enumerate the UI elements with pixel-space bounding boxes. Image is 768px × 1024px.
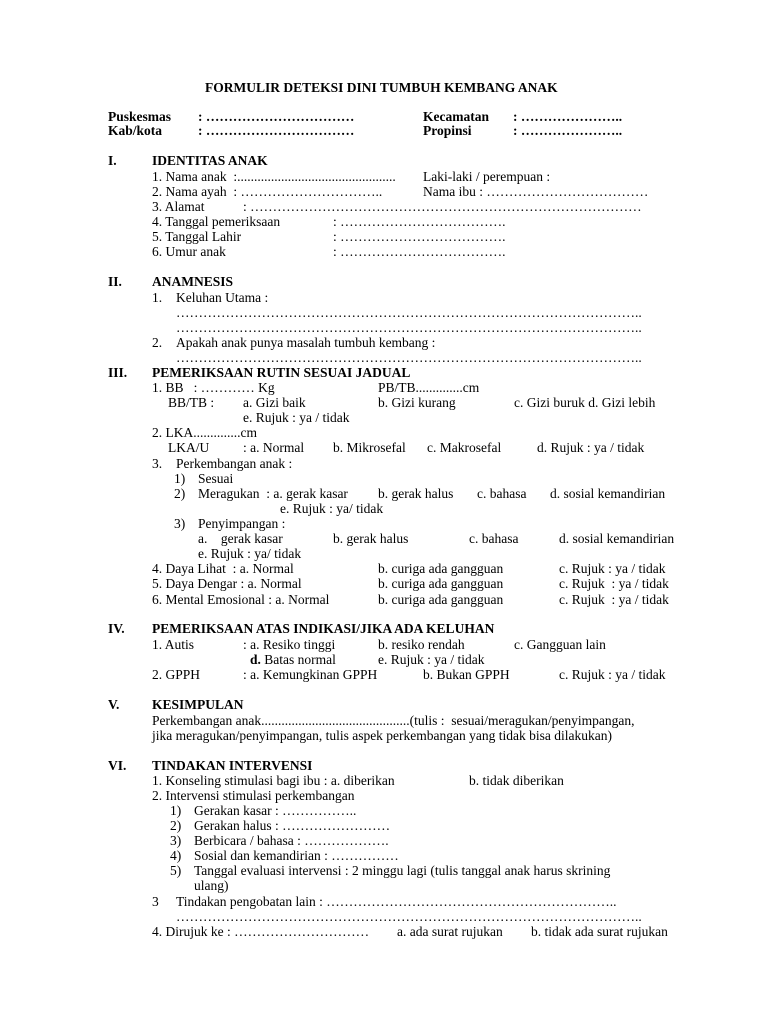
alamat-label: 3. Alamat (152, 199, 205, 214)
daya-dengar-option-a[interactable]: 5. Daya Dengar : a. Normal (152, 576, 302, 591)
nama-anak-field[interactable]: 1. Nama anak :............................................... (152, 169, 396, 184)
penyimpangan-label: Penyimpangan : (198, 516, 286, 531)
meragukan-option-a[interactable]: Meragukan : a. gerak kasar (198, 486, 348, 501)
konseling-option-b[interactable]: b. tidak diberikan (469, 773, 564, 788)
tanggal-lahir-field[interactable]: : ………………………………. (333, 229, 506, 244)
pengobatan-number: 3 (152, 894, 159, 909)
kecamatan-field[interactable]: : ………………….. (513, 109, 623, 124)
daya-lihat-option-a[interactable]: 4. Daya Lihat : a. Normal (152, 561, 294, 576)
section-1-title: IDENTITAS ANAK (152, 153, 268, 168)
konseling-option-a[interactable]: 1. Konseling stimulasi bagi ibu : a. diberikan (152, 773, 395, 788)
meragukan-number: 2) (174, 486, 186, 501)
sesuai-number: 1) (174, 471, 186, 486)
lkau-option-c[interactable]: c. Makrosefal (427, 440, 502, 455)
tanggal-evaluasi-cont: ulang) (194, 878, 229, 893)
daya-lihat-option-b[interactable]: b. curiga ada gangguan (378, 561, 504, 576)
alamat-field[interactable]: : …………………………………………………………………………… (243, 199, 642, 214)
section-6-number: VI. (108, 758, 127, 773)
tindakan-pengobatan-line-2[interactable]: ………………………………………………………………………………………….. (176, 909, 642, 924)
nama-ayah-field[interactable]: 2. Nama ayah : ………………………….. (152, 184, 383, 199)
meragukan-option-b[interactable]: b. gerak halus (378, 486, 454, 501)
daya-dengar-option-b[interactable]: b. curiga ada gangguan (378, 576, 504, 591)
puskesmas-label: Puskesmas (108, 109, 172, 124)
dirujuk-option-b[interactable]: b. tidak ada surat rujukan (531, 924, 668, 939)
gerakan-halus-field[interactable]: Gerakan halus : …………………… (194, 818, 391, 833)
bbtb-label: BB/TB : (168, 395, 215, 410)
kesimpulan-field[interactable]: Perkembangan anak............................................(tulis : sesuai/meragukan/penyimpangan, (152, 713, 635, 728)
bbtb-option-c-d[interactable]: c. Gizi buruk d. Gizi lebih (514, 395, 656, 410)
section-5-title: KESIMPULAN (152, 697, 244, 712)
jenis-kelamin-field[interactable]: Laki-laki / perempuan : (423, 169, 551, 184)
lkau-option-d[interactable]: d. Rujuk : ya / tidak (537, 440, 645, 455)
autis-option-d-letter: d. (250, 652, 261, 667)
autis-option-c[interactable]: c. Gangguan lain (514, 637, 606, 652)
section-4-number: IV. (108, 621, 125, 636)
dirujuk-ke-field[interactable]: 4. Dirujuk ke : ………………………… (152, 924, 370, 939)
umur-anak-field[interactable]: : ………………………………. (333, 244, 506, 259)
perkembangan-number: 3. (152, 456, 163, 471)
lkau-option-b[interactable]: b. Mikrosefal (333, 440, 406, 455)
kabkota-label: Kab/kota (108, 123, 163, 138)
section-5-number: V. (108, 697, 120, 712)
sosial-number: 4) (170, 848, 182, 863)
keluhan-utama-line-2[interactable]: ………………………………………………………………………………………….. (176, 320, 642, 335)
berbicara-number: 3) (170, 833, 182, 848)
gerakan-halus-number: 2) (170, 818, 182, 833)
dirujuk-option-a[interactable]: a. ada surat rujukan (397, 924, 503, 939)
lkau-option-a[interactable]: : a. Normal (243, 440, 305, 455)
kesimpulan-note: jika meragukan/penyimpangan, tulis aspek perkembangan yang tidak bisa dilakukan) (152, 728, 612, 743)
mental-emosional-option-b[interactable]: b. curiga ada gangguan (378, 592, 504, 607)
bbtb-option-b[interactable]: b. Gizi kurang (378, 395, 456, 410)
propinsi-field[interactable]: : ………………….. (513, 123, 623, 138)
meragukan-option-c[interactable]: c. bahasa (477, 486, 527, 501)
gerakan-kasar-field[interactable]: Gerakan kasar : …………….. (194, 803, 357, 818)
masalah-tumbuh-kembang-label: Apakah anak punya masalah tumbuh kembang : (176, 335, 436, 350)
tindakan-pengobatan-field[interactable]: Tindakan pengobatan lain : ……………………………………………………….. (176, 894, 617, 909)
penyimpangan-option-c[interactable]: c. bahasa (469, 531, 519, 546)
berbicara-bahasa-field[interactable]: Berbicara / bahasa : ………………. (194, 833, 389, 848)
meragukan-option-d[interactable]: d. sosial kemandirian (550, 486, 666, 501)
section-2-number: II. (108, 274, 122, 289)
autis-label: 1. Autis (152, 637, 195, 652)
kecamatan-label: Kecamatan (423, 109, 489, 124)
autis-option-b[interactable]: b. resiko rendah (378, 637, 465, 652)
gpph-option-c[interactable]: c. Rujuk : ya / tidak (559, 667, 666, 682)
sosial-kemandirian-field[interactable]: Sosial dan kemandirian : …………… (194, 848, 399, 863)
section-4-title: PEMERIKSAAN ATAS INDIKASI/JIKA ADA KELUHAN (152, 621, 495, 636)
autis-option-e[interactable]: e. Rujuk : ya / tidak (378, 652, 485, 667)
penyimpangan-option-a[interactable]: a. gerak kasar (198, 531, 283, 546)
gerakan-kasar-number: 1) (170, 803, 182, 818)
autis-option-d[interactable] (250, 652, 336, 667)
lkau-label: LKA/U (168, 440, 210, 455)
keluhan-utama-line-1[interactable]: ………………………………………………………………………………………….. (176, 305, 642, 320)
penyimpangan-number: 3) (174, 516, 186, 531)
umur-anak-label: 6. Umur anak (152, 244, 226, 259)
masalah-tumbuh-kembang-line[interactable]: ………………………………………………………………………………………….. (176, 350, 642, 365)
section-3-title: PEMERIKSAAN RUTIN SESUAI JADUAL (152, 365, 411, 380)
bbtb-rujuk[interactable]: e. Rujuk : ya / tidak (243, 410, 350, 425)
nama-ibu-field[interactable]: Nama ibu : ……………………………… (423, 184, 649, 199)
gpph-label: 2. GPPH (152, 667, 201, 682)
bbtb-option-a[interactable]: a. Gizi baik (243, 395, 306, 410)
mental-emosional-option-a[interactable]: 6. Mental Emosional : a. Normal (152, 592, 330, 607)
autis-option-a[interactable]: : a. Resiko tinggi (243, 637, 336, 652)
gpph-option-a[interactable]: : a. Kemungkinan GPPH (243, 667, 378, 682)
tanggal-pemeriksaan-label: 4. Tanggal pemeriksaan (152, 214, 281, 229)
keluhan-number: 1. (152, 290, 163, 305)
puskesmas-field[interactable]: : …………………………… (198, 109, 355, 124)
perkembangan-anak-label: Perkembangan anak : (176, 456, 293, 471)
sesuai-option[interactable]: Sesuai (198, 471, 234, 486)
autis-option-d-text: Batas normal (260, 652, 336, 667)
section-6-title: TINDAKAN INTERVENSI (152, 758, 313, 773)
gpph-option-b[interactable]: b. Bukan GPPH (423, 667, 510, 682)
kabkota-field[interactable]: : …………………………… (198, 123, 355, 138)
section-2-title: ANAMNESIS (152, 274, 234, 289)
lka-field[interactable]: 2. LKA..............cm (152, 425, 257, 440)
keluhan-utama-label: Keluhan Utama : (176, 290, 269, 305)
bb-field[interactable]: 1. BB : ………… Kg (152, 380, 275, 395)
penyimpangan-option-d[interactable]: d. sosial kemandirian (559, 531, 675, 546)
tanggal-pemeriksaan-field[interactable]: : ………………………………. (333, 214, 506, 229)
tanggal-evaluasi-field[interactable]: Tanggal evaluasi intervensi : 2 minggu lagi (tulis tanggal anak harus skrining (194, 863, 611, 878)
daya-lihat-option-c[interactable]: c. Rujuk : ya / tidak (559, 561, 666, 576)
penyimpangan-rujuk[interactable]: e. Rujuk : ya/ tidak (198, 546, 302, 561)
mental-emosional-option-c[interactable]: c. Rujuk : ya / tidak (559, 592, 669, 607)
intervensi-stimulasi-label: 2. Intervensi stimulasi perkembangan (152, 788, 355, 803)
daya-dengar-option-c[interactable]: c. Rujuk : ya / tidak (559, 576, 669, 591)
pbtb-field[interactable]: PB/TB..............cm (378, 380, 480, 395)
form-title: FORMULIR DETEKSI DINI TUMBUH KEMBANG ANAK (205, 80, 558, 95)
evaluasi-number: 5) (170, 863, 182, 878)
meragukan-rujuk[interactable]: e. Rujuk : ya/ tidak (280, 501, 384, 516)
section-3-number: III. (108, 365, 128, 380)
masalah-number: 2. (152, 335, 163, 350)
propinsi-label: Propinsi (423, 123, 472, 138)
penyimpangan-option-b[interactable]: b. gerak halus (333, 531, 409, 546)
section-1-number: I. (108, 153, 117, 168)
tanggal-lahir-label: 5. Tanggal Lahir (152, 229, 242, 244)
